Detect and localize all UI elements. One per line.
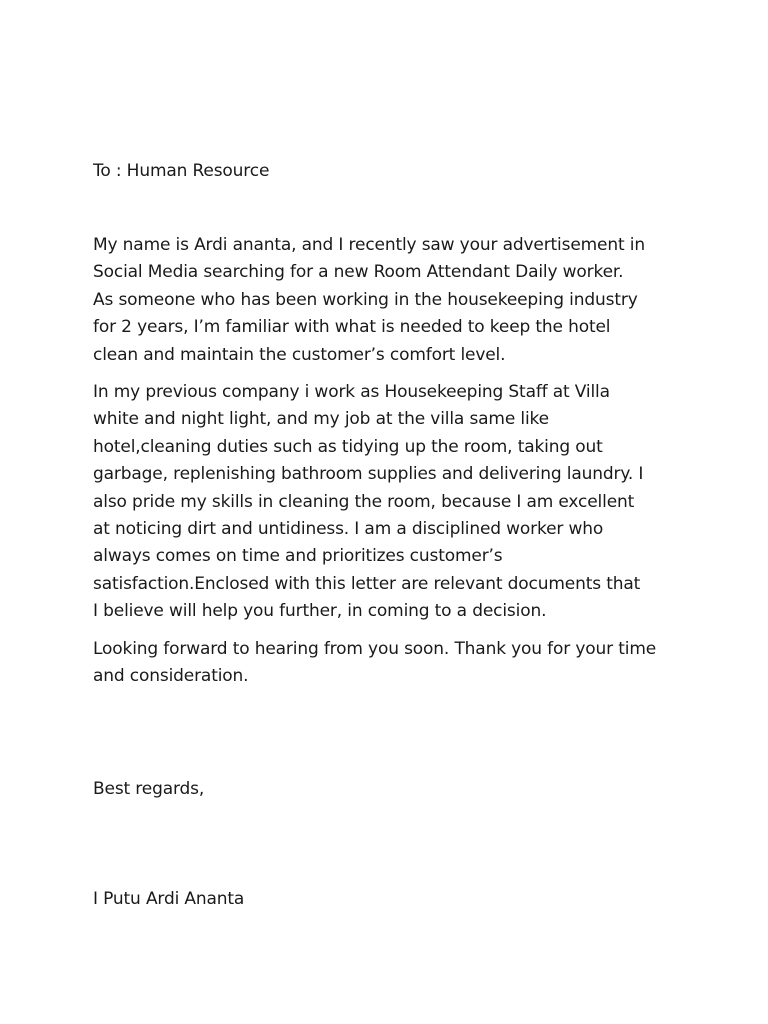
paragraph-line: at noticing dirt and untidiness. I am a disciplined worker who <box>93 519 604 540</box>
signature-name: I Putu Ardi Ananta <box>93 889 245 909</box>
paragraph-line: satisfaction.Enclosed with this letter are relevant documents that <box>93 573 641 594</box>
paragraph-line: always comes on time and prioritizes customer’s <box>93 546 503 567</box>
paragraph-line: and consideration. <box>93 666 249 687</box>
paragraph-line: Looking forward to hearing from you soon. Thank you for your time <box>93 639 657 659</box>
recipient-line: To : Human Resource <box>93 161 270 181</box>
paragraph-introduction <box>93 232 645 369</box>
paragraph-line: Social Media searching for a new Room Attendant Daily worker. <box>93 262 624 283</box>
paragraph-line: clean and maintain the customer’s comfort level. <box>93 344 506 365</box>
closing-salutation: Best regards, <box>93 779 205 799</box>
paragraph-line: also pride my skills in cleaning the room, because I am excellent <box>93 491 635 512</box>
paragraph-line: hotel,cleaning duties such as tidying up the room, taking out <box>93 436 603 457</box>
paragraph-line: garbage, replenishing bathroom supplies and delivering laundry. I <box>93 464 644 485</box>
paragraph-closing-remarks <box>93 636 656 691</box>
paragraph-line: for 2 years, I’m familiar with what is needed to keep the hotel <box>93 317 611 338</box>
paragraph-line: In my previous company i work as Housekeeping Staff at Villa <box>93 382 610 402</box>
paragraph-line: I believe will help you further, in coming to a decision. <box>93 601 547 622</box>
paragraph-line: As someone who has been working in the housekeeping industry <box>93 289 638 310</box>
paragraph-experience <box>93 379 643 626</box>
paragraph-line: My name is Ardi ananta, and I recently saw your advertisement in <box>93 235 645 255</box>
paragraph-line: white and night light, and my job at the villa same like <box>93 409 549 430</box>
